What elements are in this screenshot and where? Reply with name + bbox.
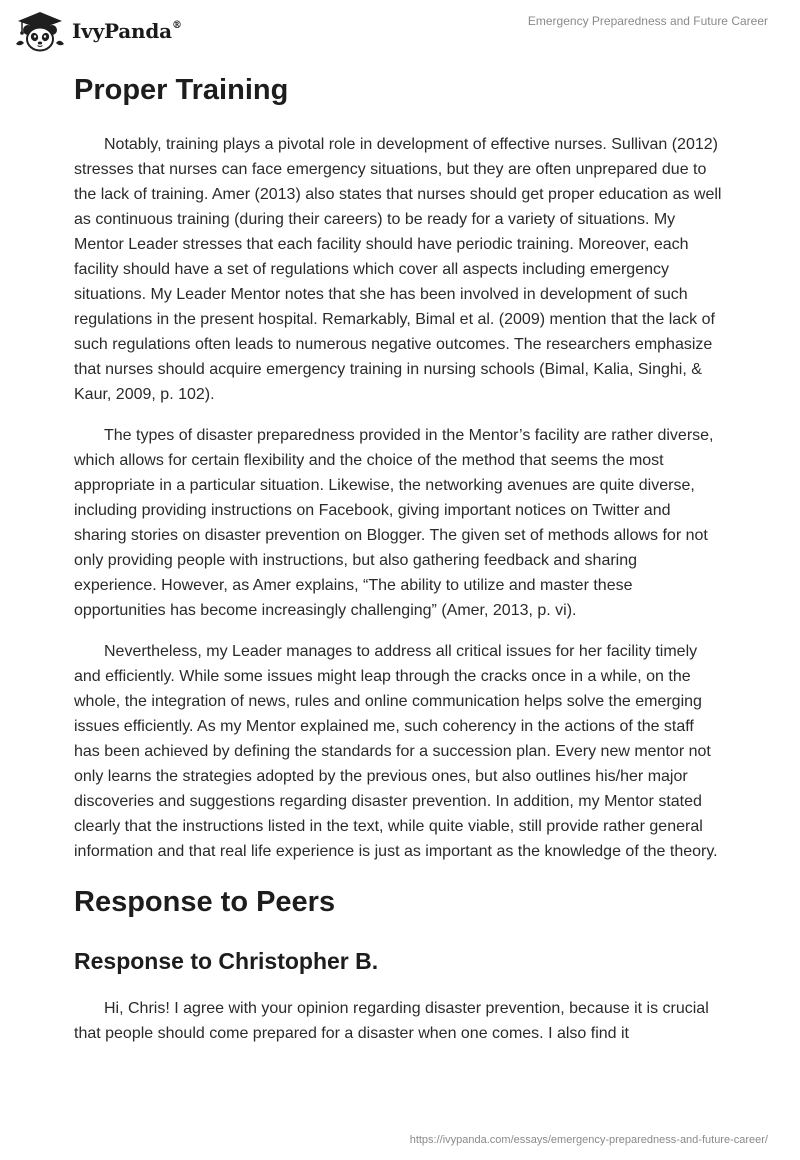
panda-graduate-logo-icon bbox=[14, 10, 66, 52]
running-title: Emergency Preparedness and Future Career bbox=[527, 14, 768, 28]
paragraph: Nevertheless, my Leader manages to address all critical issues for her facility timely and efficiently. While some issues might leap through the cracks once in a while, on the whole, the integration of news, rules and online communication helps solve the emerging issues efficiently. As my Mentor explained me, such coherency in the actions of the staff has been achieved by defining the standards for a succession plan. Every new mentor not only learns the strategies adopted by the previous ones, but also outlines his/her major discoveries and suggestions regarding disaster prevention. In addition, my Mentor stated clearly that the instructions listed in the text, while quite viable, still provide rather general information and that real life experience is just as important as the knowledge of the theory. bbox=[74, 643, 718, 860]
paragraph: Hi, Chris! I agree with your opinion regarding disaster prevention, because it is crucial that people should come prepared for a disaster when one comes. I also find it bbox=[74, 1000, 709, 1042]
essay-content bbox=[74, 68, 724, 1046]
page-header bbox=[0, 0, 800, 60]
subsection-heading-response-to-christopher: Response to Christopher B. bbox=[74, 948, 379, 974]
paragraph: The types of disaster preparedness provided in the Mentor’s facility are rather diverse, which allows for certain flexibility and the choice of the method that seems the most appropriate in a particular situation. Likewise, the networking avenues are quite diverse, including providing instructions on Facebook, giving important notices on Twitter and sharing stories on disaster prevention on Blogger. The given set of methods allows for not only providing people with instructions, but also gathering feedback and sharing experience. However, as Amer explains, “The ability to utilize and master these opportunities has become increasingly challenging” (Amer, 2013, p. vi). bbox=[74, 427, 714, 619]
brand-name: IvyPanda® bbox=[72, 19, 182, 43]
section-heading-proper-training: Proper Training bbox=[74, 74, 289, 106]
source-url[interactable]: https://ivypanda.com/essays/emergency-preparedness-and-future-career/ bbox=[409, 1134, 768, 1146]
brand-logo[interactable] bbox=[14, 10, 182, 52]
section-heading-response-to-peers: Response to Peers bbox=[74, 886, 336, 918]
paragraph: Notably, training plays a pivotal role in development of effective nurses. Sullivan (2012) stresses that nurses can face emergency situations, but they are often unprepared due to the lack of training. Amer (2013) also states that nurses should get proper education as well as continuous training (during their careers) to be ready for a variety of situations. My Mentor Leader stresses that each facility should have periodic training. Moreover, each facility should have a set of regulations which cover all aspects including emergency situations. My Leader Mentor notes that she has been involved in development of such regulations in the present hospital. Remarkably, Bimal et al. (2009) mention that the lack of such regulations often leads to numerous negative outcomes. The researchers emphasize that nurses should acquire emergency training in nursing schools (Bimal, Kalia, Singhi, & Kaur, 2009, p. 102). bbox=[74, 136, 722, 403]
